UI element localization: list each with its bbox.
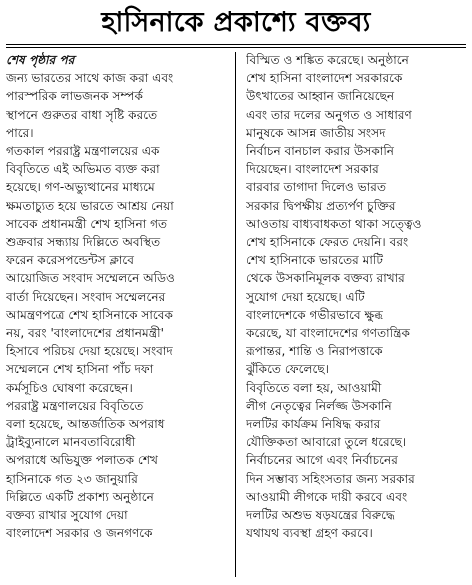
right-column	[246, 51, 466, 579]
left-paragraph: জন্য ভারতের সাথে কাজ করা এবং পারস্পরিক লাভজনক সম্পর্ক স্থাপনে গুরুতর বাধা সৃষ্টি করতে পারে।	[6, 71, 174, 140]
left-paragraph: গতকাল পররাষ্ট্র মন্ত্রণালয়ের এক বিবৃতিতে এই অভিমত ব্যক্ত করা হয়েছে। গণ-অভ্যুত্থানের মাধ্যমে ক্ষমতাচ্যুত হয়ে ভারতে আশ্রয় নেয়া সাবেক প্রধানমন্ত্রী শেখ হাসিনা গত শুক্রবার সন্ধ্যায় দিল্লিতে অবস্থিত ফরেন করেসপন্ডেন্টস ক্লাবে আয়োজিত সংবাদ সম্মেলনে অডিও বার্তা দিয়েছেন। সংবাদ সম্মেলনের আমন্ত্রণপত্রে শেখ হাসিনাকে সাবেক নয়, বরং 'বাংলাদেশের প্রধানমন্ত্রী' হিসাবে পরিচয় দেয়া হয়েছে। সংবাদ সম্মেলনে শেখ হাসিনা পাঁচ দফা কর্মসূচিও ঘোষণা করেছেন।	[6, 144, 175, 395]
right-paragraph: বিস্মিত ও শঙ্কিত করেছে। অনুষ্ঠানে শেখ হাসিনা বাংলাদেশ সরকারকে উৎখাতের আহ্বান জানিয়েছেন এবং তার দলের অনুগত ও সাধারণ মানুষকে আসন্ন জাতীয় সংসদ নির্বাচন বানচাল করার উসকানি দিয়েছেন। বাংলাদেশ সরকার বারবার তাগাদা দিলেও ভারত সরকার দ্বিপক্ষীয় প্রত্যর্পণ চুক্তির আওতায় বাধ্যবাধকতা থাকা সত্ত্বেও শেখ হাসিনাকে ফেরত দেয়নি। বরং শেখ হাসিনাকে ভারতের মাটি থেকে উসকানিমূলক বক্তব্য রাখার সুযোগ দেয়া হয়েছে। এটি বাংলাদেশকে গভীরভাবে ক্ষুব্ধ করেছে, যা বাংলাদেশের গণতান্ত্রিক রূপান্তর, শান্তি ও নিরাপত্তাকে ঝুঁকিতে ফেলেছে।	[246, 53, 422, 377]
left-paragraph: পররাষ্ট্র মন্ত্রণালয়ের বিবৃতিতে বলা হয়েছে, আন্তর্জাতিক অপরাধ ট্রাইব্যুনালে মানবতাবিরোধী অপরাধে অভিযুক্ত পলাতক শেখ হাসিনাকে গত ২৩ জানুয়ারি দিল্লিতে একটি প্রকাশ্য অনুষ্ঠানে বক্তব্য রাখার সুযোগ দেয়া বাংলাদেশ সরকার ও জনগণকে	[6, 398, 165, 541]
headline-rule-bottom	[6, 47, 466, 48]
column-divider	[235, 52, 236, 577]
right-paragraph: বিবৃতিতে বলা হয়, আওয়ামী লীগ নেতৃত্বের নির্লজ্জ উসকানি দলটির কার্যক্রম নিষিদ্ধ করার যৌক্তিকতা আবারো তুলে ধরেছে। নির্বাচনের আগে এবং নির্বাচনের দিন সম্ভাব্য সহিংসতার জন্য সরকার আওয়ামী লীগকে দায়ী করবে এবং দলটির অশুভ ষড়যন্ত্রের বিরুদ্ধে যথাযথ ব্যবস্থা গ্রহণ করবে।	[246, 380, 415, 541]
headline-rule-top	[6, 44, 466, 45]
headline: হাসিনাকে প্রকাশ্যে বক্তব্য	[101, 7, 371, 38]
left-column	[6, 51, 226, 579]
continuation-kicker: শেষ পৃষ্ঠার পর	[6, 53, 75, 67]
